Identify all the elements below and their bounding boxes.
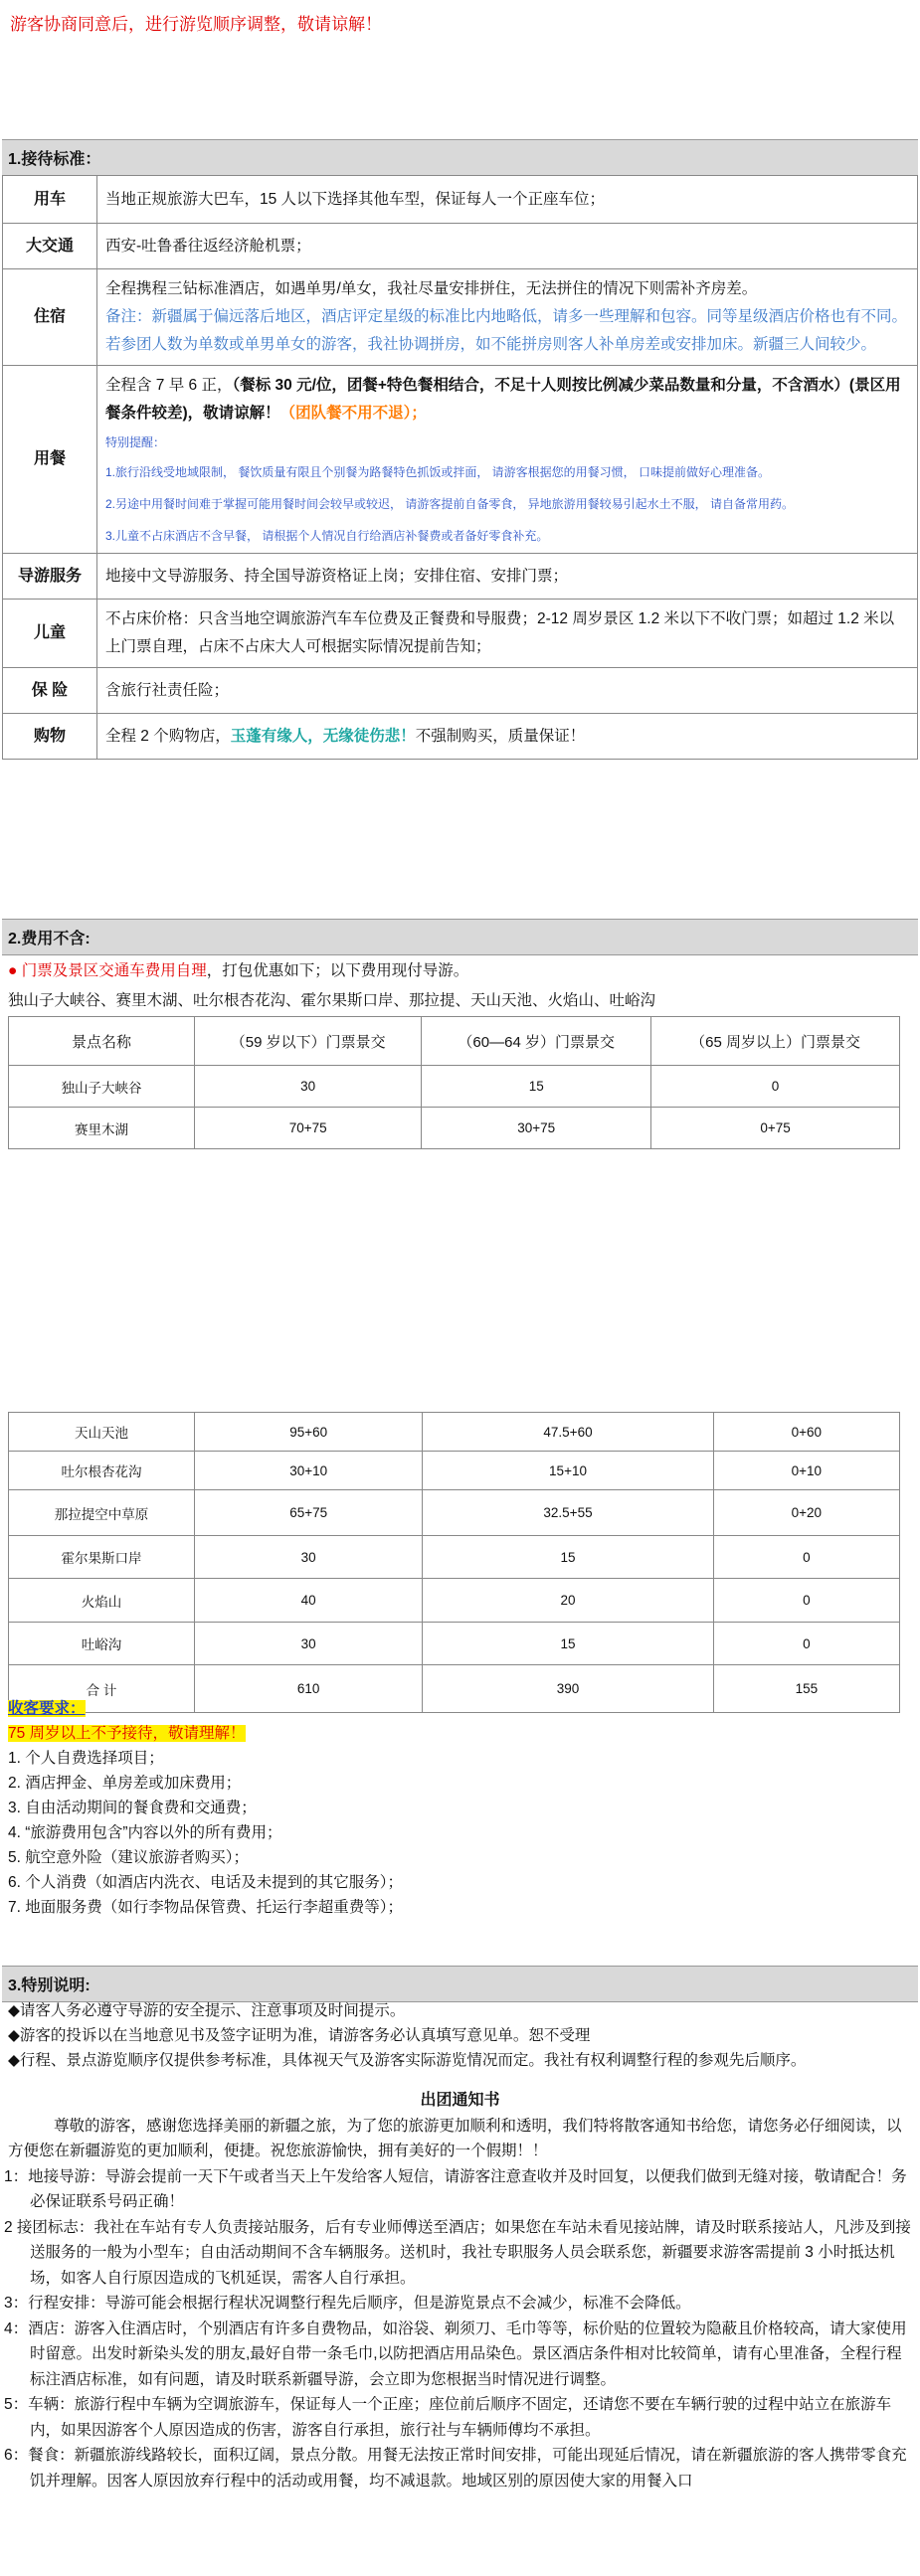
- list-item: 6：餐食：新疆旅游线路较长，面积辽阔，景点分散。用餐无法按正常时间安排，可能出现延后情况，请在新疆旅游的客人携带零食充饥并理解。因客人原因放弃行程中的活动或用餐，均不减退款。地域区别的原因使大家的用餐入口: [4, 2447, 907, 2490]
- row-label-car: 用车: [3, 176, 97, 224]
- row-label-meal: 用餐: [3, 366, 97, 554]
- price-cell: 390: [423, 1665, 713, 1713]
- meal-tip-3: 3.儿童不占床酒店不含早餐， 请根据个人情况自行给酒店补餐费或者备好零食补充。: [105, 529, 549, 543]
- table-row: [9, 1490, 900, 1536]
- shopping-text-b: 玉蓬有缘人，无缘徒伤悲！: [230, 727, 416, 745]
- price-cell: 65+75: [195, 1490, 423, 1536]
- fee-line-1: [8, 958, 468, 980]
- price-cell: 0+75: [651, 1108, 900, 1149]
- table-row: [9, 1536, 900, 1579]
- list-item: 5：车辆：旅游行程中车辆为空调旅游车，保证每人一个正座；座位前后顺序不固定，还请您不要在车辆行驶的过程中站立在旅游车内，如果因游客个人原因造成的伤害，游客自行承担，旅行社与车辆师傅均不承担。: [4, 2396, 892, 2439]
- row-label-guide: 导游服务: [3, 554, 97, 600]
- price-table-part-1: [8, 1016, 900, 1149]
- price-cell: 30+75: [422, 1108, 651, 1149]
- row-label-hotel: 住宿: [3, 269, 97, 366]
- price-cell: 95+60: [195, 1413, 423, 1452]
- hotel-note: 备注：新疆属于偏远落后地区，酒店评定星级的标准比内地略低，请多一些理解和包容。同等星级酒店价格也有不同。若参团人数为单数或单男单女的游客，我社协调拼房，如不能拼房则客人补单房差或安排加床。新疆三人间较少。: [105, 308, 908, 353]
- collect-title: 收客要求：: [8, 1700, 86, 1717]
- price-cell: 霍尔果斯口岸: [9, 1536, 195, 1579]
- list-item: 7. 地面服务费（如行李物品保管费、托运行李超重费等）；: [8, 1899, 403, 1916]
- meal-tip-title: 特别提醒：: [105, 435, 166, 449]
- price-header-over65: （65 周岁以上）门票景交: [651, 1017, 900, 1066]
- price-cell: 天山天池: [9, 1413, 195, 1452]
- price-cell: 0+20: [713, 1490, 899, 1536]
- list-item: 1：地接导游：导游会提前一天下午或者当天上午发给客人短信，请游客注意查收并及时回复，以便我们做到无缝对接，敬请配合！务必保证联系号码正确！: [4, 2167, 907, 2210]
- price-cell: 30: [195, 1066, 422, 1108]
- price-cell: 0: [713, 1579, 899, 1623]
- row-text-traffic: 西安-吐鲁番往返经济舱机票；: [97, 224, 918, 269]
- list-item: 4：酒店：游客入住酒店时，个别酒店有许多自费物品，如浴袋、剃须刀、毛巾等等，标价贴的位置较为隐蔽且价格较高，请大家使用时留意。出发时新染头发的朋友,最好自带一条毛巾,以防把酒店用品染色。景区酒店条件相对比较简单，请有心里准备，全程行程标注酒店标准，如有问题，请及时联系新疆导游，会立即为您根据当时情况进行调整。: [4, 2319, 907, 2388]
- price-header-spot: 景点名称: [9, 1017, 195, 1066]
- price-cell: 0: [713, 1536, 899, 1579]
- table-row: [9, 1108, 900, 1149]
- section-special-title: 3.特别说明:: [2, 1966, 918, 2002]
- row-meal-cell: [97, 366, 918, 554]
- hotel-text: 全程携程三钻标准酒店，如遇单男/单女，我社尽量安排拼住，无法拼住的情况下则需补齐房差。: [105, 280, 758, 297]
- section-fee-title: 2.费用不含:: [2, 919, 918, 955]
- shopping-text-a: 全程 2 个购物店，: [105, 727, 231, 745]
- price-cell: 40: [195, 1579, 423, 1623]
- price-cell: 47.5+60: [423, 1413, 713, 1452]
- price-cell: 32.5+55: [423, 1490, 713, 1536]
- row-shopping-cell: [97, 714, 918, 760]
- price-cell: 15: [423, 1623, 713, 1665]
- price-cell: 15: [423, 1536, 713, 1579]
- row-label-insurance: 保 险: [3, 668, 97, 714]
- price-cell: 0+60: [713, 1413, 899, 1452]
- price-cell: 20: [423, 1579, 713, 1623]
- list-item: 5. 航空意外险（建议旅游者购买）；: [8, 1849, 249, 1866]
- list-item: ◆请客人务必遵守导游的安全提示、注意事项及时间提示。: [8, 2002, 406, 2019]
- notice-title: 出团通知书: [420, 2092, 500, 2109]
- price-cell: 赛里木湖: [9, 1108, 195, 1149]
- meal-text-a: 全程含 7 早 6 正，: [105, 377, 233, 394]
- list-item: 4. “旅游费用包含”内容以外的所有费用；: [8, 1824, 282, 1841]
- price-cell: 30: [195, 1536, 423, 1579]
- price-header-60-64: （60—64 岁）门票景交: [422, 1017, 651, 1066]
- price-cell: 30: [195, 1623, 423, 1665]
- table-row: [9, 1066, 900, 1108]
- price-table-part-2: [8, 1412, 900, 1713]
- notice-intro: 尊敬的游客，感谢您选择美丽的新疆之旅，为了您的旅游更加顺利和透明，我们特将散客通知书给您，请您务必仔细阅读，以方便您在新疆游览的更加顺利，便捷。祝您旅游愉快，拥有美好的一个假期！！: [8, 2117, 902, 2159]
- list-item: 1. 个人自费选择项目；: [8, 1750, 164, 1767]
- fee-self-pay: 门票及景区交通车费用自理: [21, 962, 207, 979]
- price-cell: 30+10: [195, 1452, 423, 1490]
- row-label-traffic: 大交通: [3, 224, 97, 269]
- collect-requirements: [8, 1696, 403, 1920]
- row-hotel-cell: [97, 269, 918, 366]
- price-cell: 独山子大峡谷: [9, 1066, 195, 1108]
- row-text-car: 当地正规旅游大巴车，15 人以下选择其他车型，保证每人一个正座车位；: [97, 176, 918, 224]
- fee-discount-text: ，打包优惠如下；以下费用现付导游。: [206, 962, 469, 979]
- meal-text-c: （团队餐不用不退）；: [279, 405, 427, 422]
- price-cell: 0+10: [713, 1452, 899, 1490]
- list-item: 2. 酒店押金、单房差或加床费用；: [8, 1775, 242, 1792]
- list-item: 3. 自由活动期间的餐食费和交通费；: [8, 1800, 257, 1816]
- list-item: ◆游客的投诉以在当地意见书及签字证明为准，请游客务必认真填写意见单。恕不受理: [8, 2027, 591, 2044]
- price-cell: 155: [713, 1665, 899, 1713]
- price-cell: 610: [195, 1665, 423, 1713]
- price-cell: 吐尔根杏花沟: [9, 1452, 195, 1490]
- row-text-insurance: 含旅行社责任险；: [97, 668, 918, 714]
- top-notice: 游客协商同意后，进行游览顺序调整，敬请谅解！: [10, 15, 382, 34]
- meal-tip-2: 2.另途中用餐时间难于掌握可能用餐时间会较早或较迟， 请游客提前自备零食， 异地旅游用餐较易引起水土不服， 请自备常用药。: [105, 497, 795, 511]
- row-label-shopping: 购物: [3, 714, 97, 760]
- price-header-under59: （59 岁以下）门票景交: [195, 1017, 422, 1066]
- list-item: 6. 个人消费（如酒店内洗衣、电话及未提到的其它服务）；: [8, 1874, 403, 1891]
- table-row: [9, 1452, 900, 1490]
- list-item: ◆行程、景点游览顺序仅提供参考标准，具体视天气及游客实际游览情况而定。我社有权利调整行程的参观先后顺序。: [8, 2052, 807, 2069]
- standard-table: [2, 175, 918, 760]
- price-cell: 那拉提空中草原: [9, 1490, 195, 1536]
- special-notes: [8, 1998, 806, 2073]
- list-item: 2 接团标志：我社在车站有专人负责接站服务，后有专业师傅送至酒店；如果您在车站未看见接站牌，请及时联系接站人，凡涉及到接送服务的一般为小型车；自由活动期间不含车辆服务。送机时，我社专职服务人员会联系您，新疆要求游客需提前 3 小时抵达机场，如客人自行原因造成的飞机延误，需客人自行承担。: [4, 2218, 911, 2287]
- price-cell: 火焰山: [9, 1579, 195, 1623]
- table-row: [9, 1413, 900, 1452]
- meal-tip-1: 1.旅行沿线受地域限制， 餐饮质量有限且个别餐为路餐特色抓饭或拌面， 请游客根据您的用餐习惯， 口味提前做好心理准备。: [105, 465, 771, 479]
- section-standard-title: 1.接待标准：: [2, 139, 918, 176]
- table-row: [9, 1623, 900, 1665]
- price-cell: 吐峪沟: [9, 1623, 195, 1665]
- price-cell: 合 计: [9, 1665, 195, 1713]
- row-label-child: 儿童: [3, 600, 97, 668]
- row-text-child: 不占床价格：只含当地空调旅游汽车车位费及正餐费和导服费；2-12 周岁景区 1.2 米以下不收门票；如超过 1.2 米以上门票自理，占床不占床大人可根据实际情况提前告知；: [97, 600, 918, 668]
- fee-line-2: 独山子大峡谷、赛里木湖、吐尔根杏花沟、霍尔果斯口岸、那拉提、天山天池、火焰山、吐峪沟: [8, 992, 656, 1009]
- price-cell: 15: [422, 1066, 651, 1108]
- meal-text-b: （餐标 30 元/位，团餐+特色餐相结合，不足十人则按比例减少菜品数量和分量，不含酒水）(景区用餐条件较差)，敬请谅解！: [105, 377, 901, 422]
- row-text-guide: 地接中文导游服务、持全国导游资格证上岗；安排住宿、安排门票；: [97, 554, 918, 600]
- list-item: 3：行程安排：导游可能会根据行程状况调整行程先后顺序，但是游览景点不会减少，标准不会降低。: [4, 2295, 691, 2312]
- shopping-text-c: 不强制购买，质量保证！: [415, 727, 586, 745]
- price-cell: 0: [713, 1623, 899, 1665]
- departure-notice: [0, 2088, 920, 2493]
- table-row: [9, 1579, 900, 1623]
- price-cell: 15+10: [423, 1452, 713, 1490]
- collect-age-limit: 75 周岁以上不予接待，敬请理解！: [8, 1725, 246, 1742]
- bullet-icon: ●: [8, 962, 18, 979]
- price-cell: 70+75: [195, 1108, 422, 1149]
- price-cell: 0: [651, 1066, 900, 1108]
